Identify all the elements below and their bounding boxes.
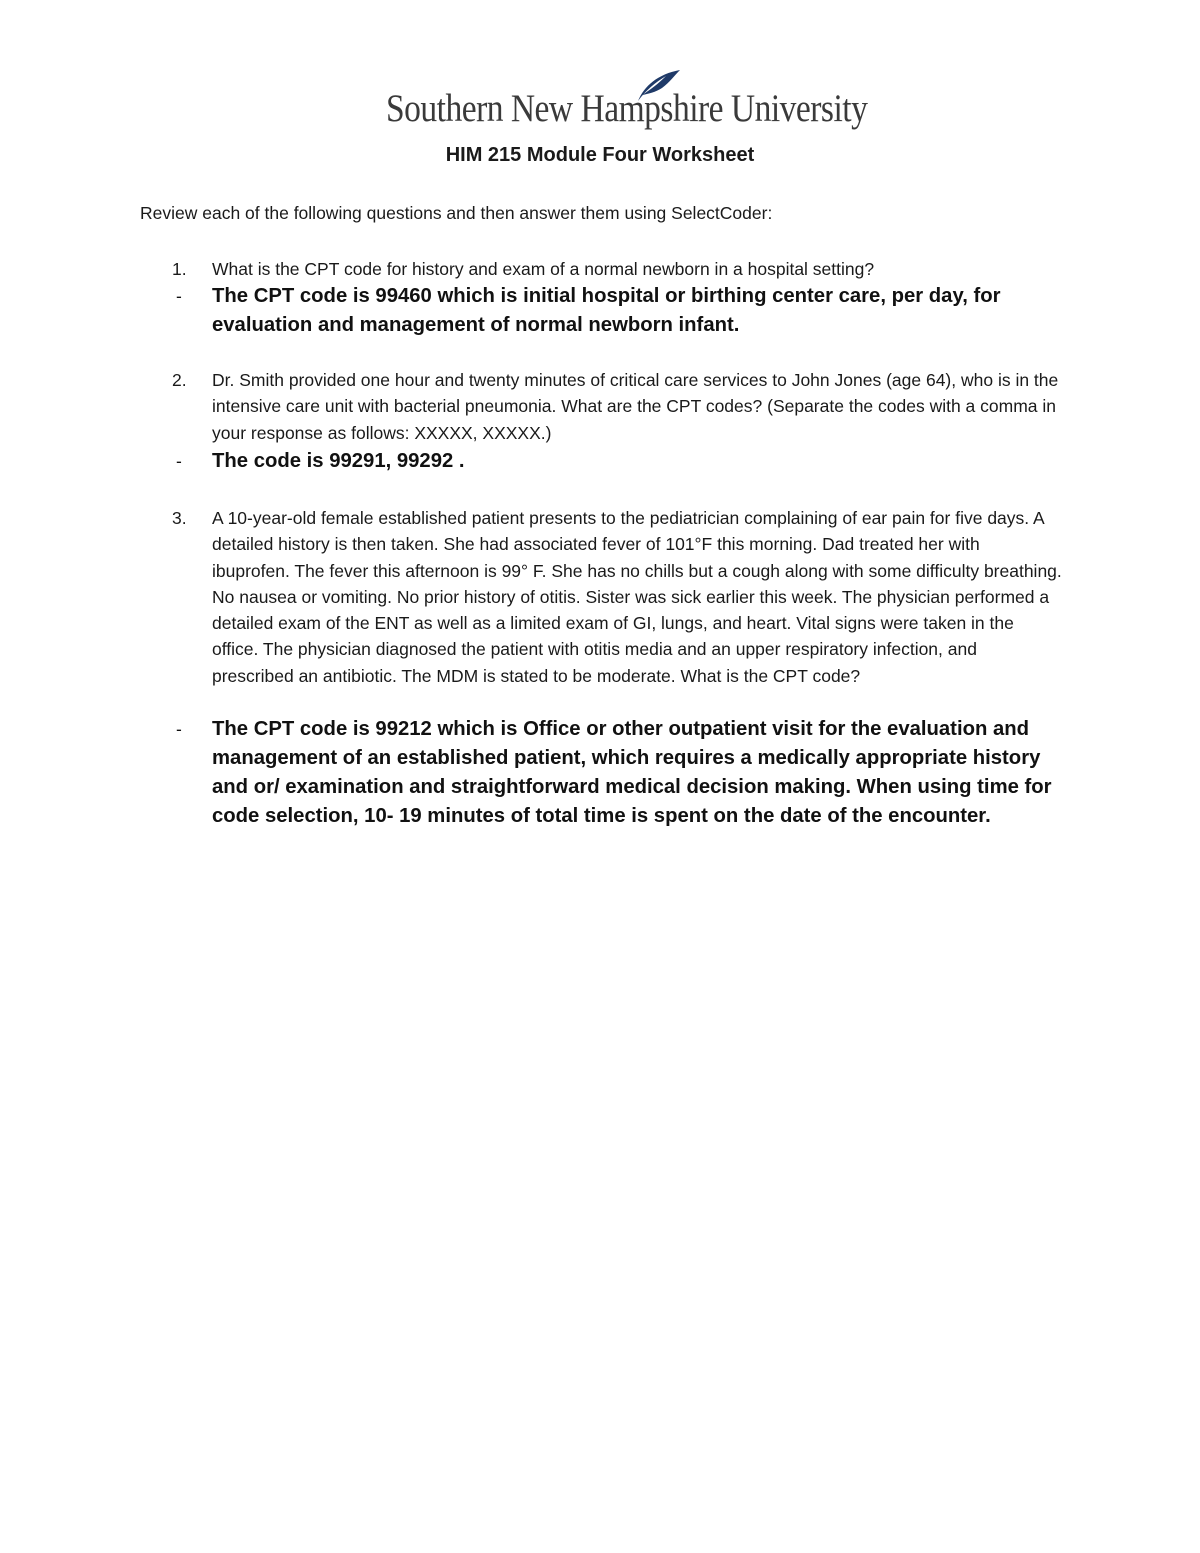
answer-marker: - — [176, 286, 182, 306]
question-text: What is the CPT code for history and exam of a normal newborn in a hospital setting? — [212, 259, 875, 279]
answer-marker: - — [176, 451, 182, 471]
university-logo — [386, 68, 868, 136]
question-text: Dr. Smith provided one hour and twenty minutes of critical care services to John Jones (age 64), who is in the intensive care unit with bacterial pneumonia. What are the CPT codes? (Separate the codes with a comma in your response as follows: XXXXX, XXXXX.) — [212, 370, 1059, 443]
answer-text: The CPT code is 99460 which is initial hospital or birthing center care, per day, for evaluation and management of normal newborn infant. — [212, 285, 1001, 336]
answer-text: The code is 99291, 99292 . — [212, 450, 465, 472]
worksheet-intro: Review each of the following questions and then answer them using SelectCoder: — [140, 203, 773, 223]
university-name: Southern New Hampshire University — [386, 87, 868, 130]
question-1 — [172, 256, 1062, 282]
question-number: 1. — [172, 259, 187, 279]
question-2 — [172, 367, 1062, 446]
answer-3 — [172, 715, 1062, 831]
answer-2 — [172, 447, 1062, 476]
answer-marker: - — [176, 719, 182, 739]
answer-1 — [172, 282, 1062, 340]
question-number: 3. — [172, 508, 187, 528]
question-3 — [172, 505, 1062, 689]
worksheet-title: HIM 215 Module Four Worksheet — [445, 144, 755, 166]
answer-text: The CPT code is 99212 which is Office or other outpatient visit for the evaluation and management of an established patient, which requires a medically appropriate history and or/ examination and straightforward medical decision making. When using time for code selection, 10- 19 minutes of total time is spent on the date of the encounter. — [212, 718, 1052, 827]
question-number: 2. — [172, 370, 187, 390]
question-text: A 10-year-old female established patient presents to the pediatrician complaining of ear pain for five days. A detailed history is then taken. She had associated fever of 101°F this morning. Dad treated her with ibuprofen. The fever this afternoon is 99° F. She has no chills but a cough along with some difficulty breathing. No nausea or vomiting. No prior history of otitis. Sister was sick earlier this week. The physician performed a detailed exam of the ENT as well as a limited exam of GI, lungs, and heart. Vital signs were taken in the office. The physician diagnosed the patient with otitis media and an upper respiratory infection, and prescribed an antibiotic. The MDM is stated to be moderate. What is the CPT code? — [212, 508, 1062, 686]
